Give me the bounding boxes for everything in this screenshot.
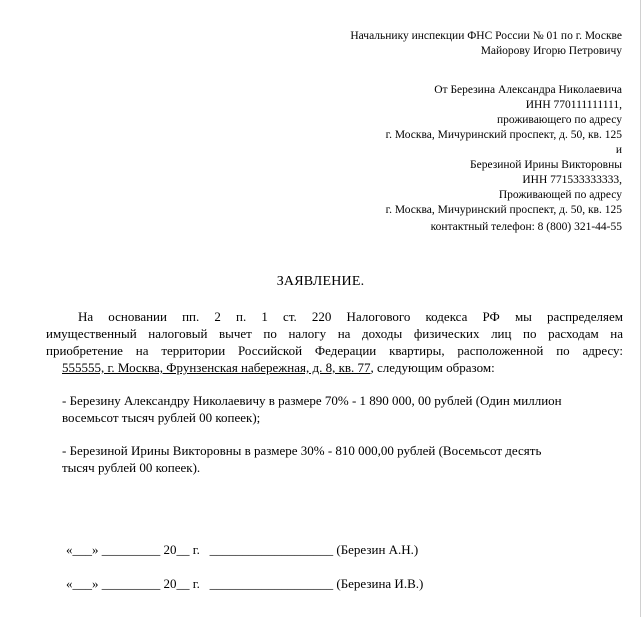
item2-line-1: - Березиной Ирины Викторовны в размере 30% - 810 000,00 рублей (Восемьсот десять bbox=[62, 443, 542, 458]
applicant1-address: г. Москва, Мичуринский проспект, д. 50, кв. 125 bbox=[385, 129, 622, 141]
applicant2-address: г. Москва, Мичуринский проспект, д. 50, кв. 125 bbox=[385, 204, 622, 216]
signature-line-2: «___» _________ 20__ г. ___________________ (Березина И.В.) bbox=[66, 576, 424, 591]
paragraph-line-4 bbox=[62, 359, 623, 376]
paragraph-line-2: имущественный налоговый вычет по налогу на доходы физических лиц по расходам на bbox=[46, 326, 623, 341]
property-address: 555555, г. Москва, Фрунзенская набережная, д. 8, кв. 77 bbox=[62, 360, 371, 375]
applicant2-name: Березиной Ирины Викторовны bbox=[470, 159, 622, 171]
from-line: От Березина Александра Николаевича bbox=[434, 84, 622, 96]
signature-line-1: «___» _________ 20__ г. ___________________ (Березин А.Н.) bbox=[66, 542, 419, 557]
applicant2-residing: Проживающей по адресу bbox=[498, 189, 622, 201]
phone-block bbox=[431, 220, 622, 235]
document-title: ЗАЯВЛЕНИЕ. bbox=[276, 274, 365, 289]
conjunction: и bbox=[615, 144, 622, 156]
item2-line-2: тысяч рублей 00 копеек). bbox=[62, 460, 201, 475]
distribution-item-2 bbox=[62, 442, 623, 476]
applicant1-residing: проживающего по адресу bbox=[496, 114, 622, 126]
paragraph-line-3: приобретение на территории Российской Федерации квартиры, расположенной по адресу: bbox=[46, 343, 623, 358]
addressee-block bbox=[350, 29, 622, 59]
distribution-item-1 bbox=[62, 392, 623, 426]
item1-line-2: восемьсот тысяч рублей 00 копеек); bbox=[62, 410, 261, 425]
paragraph-line-4-tail: , следующим образом: bbox=[370, 360, 495, 375]
applicant1-inn: ИНН 770111111111, bbox=[525, 99, 622, 111]
addressee-line-1: Начальнику инспекции ФНС России № 01 по г. Москве bbox=[350, 30, 622, 42]
paragraph-line-1: На основании пп. 2 п. 1 ст. 220 Налогового кодекса РФ мы распределяем bbox=[78, 309, 623, 324]
contact-phone: контактный телефон: 8 (800) 321-44-55 bbox=[430, 221, 622, 233]
main-paragraph bbox=[46, 308, 623, 376]
item1-line-1: - Березину Александру Николаевичу в размере 70% - 1 890 000, 00 рублей (Один миллион bbox=[62, 393, 562, 408]
addressee-line-2: Майорову Игорю Петровичу bbox=[480, 45, 622, 57]
applicant2-inn: ИНН 771533333333, bbox=[522, 174, 622, 186]
applicants-block bbox=[386, 83, 622, 218]
